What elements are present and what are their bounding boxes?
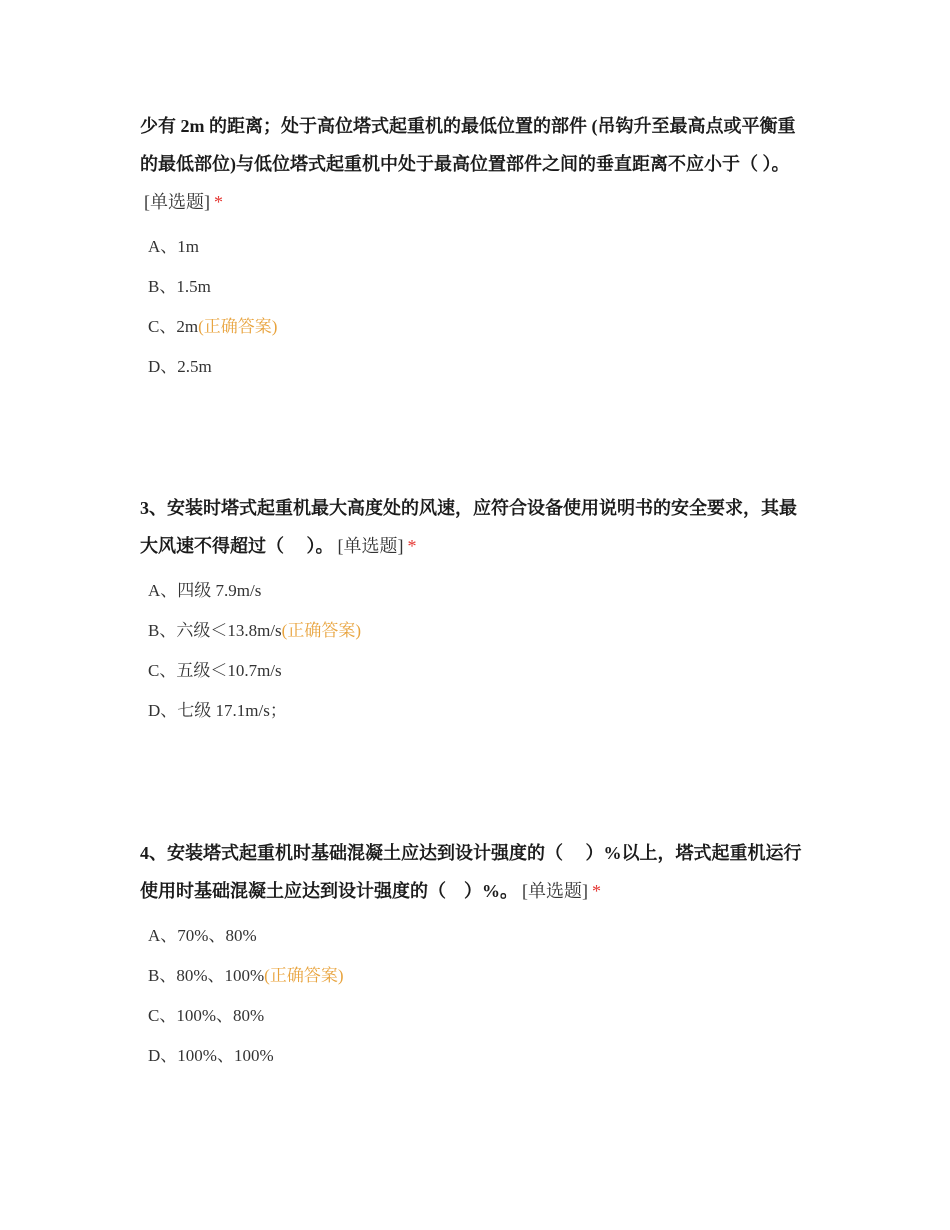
option-text: C、100%、80% xyxy=(148,1006,265,1025)
option-text: C、五级＜10.7m/s xyxy=(148,661,282,680)
option-text: B、六级＜13.8m/s xyxy=(148,621,282,640)
correct-answer-tag: (正确答案) xyxy=(198,317,278,336)
question-type-label: [单选题] xyxy=(337,536,404,556)
option-text: A、四级 7.9m/s xyxy=(148,581,262,600)
question-text xyxy=(140,107,805,221)
question-block xyxy=(140,834,805,1076)
question-text xyxy=(140,489,805,565)
option-d[interactable] xyxy=(148,1036,805,1076)
option-list xyxy=(148,916,805,1076)
option-text: C、2m xyxy=(148,317,199,336)
option-text: A、1m xyxy=(148,237,199,256)
correct-answer-tag: (正确答案) xyxy=(264,966,344,985)
correct-answer-tag: (正确答案) xyxy=(281,621,361,640)
option-text: D、2.5m xyxy=(148,357,212,376)
option-c[interactable] xyxy=(148,651,805,691)
option-text: A、70%、80% xyxy=(148,926,257,945)
question-block xyxy=(140,107,805,387)
option-text: D、100%、100% xyxy=(148,1046,274,1065)
option-b[interactable] xyxy=(148,611,805,651)
option-a[interactable] xyxy=(148,227,805,267)
option-list xyxy=(148,571,805,731)
option-text: B、1.5m xyxy=(148,277,211,296)
question-block xyxy=(140,489,805,731)
option-d[interactable] xyxy=(148,691,805,731)
option-b[interactable] xyxy=(148,956,805,996)
question-type-label: [单选题] xyxy=(144,192,210,212)
question-text xyxy=(140,834,805,910)
option-c[interactable] xyxy=(148,996,805,1036)
question-stem: 4、安装塔式起重机时基础混凝土应达到设计强度的（ ）%以上，塔式起重机运行使用时基础混凝土应达到设计强度的（ ）%。 xyxy=(140,843,802,901)
option-a[interactable] xyxy=(148,916,805,956)
option-b[interactable] xyxy=(148,267,805,307)
question-type-label: [单选题] xyxy=(522,881,588,901)
option-text: B、80%、100% xyxy=(148,966,265,985)
option-list xyxy=(148,227,805,387)
required-mark: * xyxy=(214,192,223,212)
question-stem: 3、安装时塔式起重机最大高度处的风速，应符合设备使用说明书的安全要求，其最大风速不得超过（ ）。 xyxy=(140,498,797,556)
option-text: D、七级 17.1m/s； xyxy=(148,701,287,720)
required-mark: * xyxy=(407,536,417,556)
required-mark: * xyxy=(592,881,601,901)
option-d[interactable] xyxy=(148,347,805,387)
option-c[interactable] xyxy=(148,307,805,347)
option-a[interactable] xyxy=(148,571,805,611)
question-stem: 少有 2m 的距离；处于高位塔式起重机的最低位置的部件 (吊钩升至最高点或平衡重的最低部位)与低位塔式起重机中处于最高位置部件之间的垂直距离不应小于（ ）。 xyxy=(140,116,796,174)
